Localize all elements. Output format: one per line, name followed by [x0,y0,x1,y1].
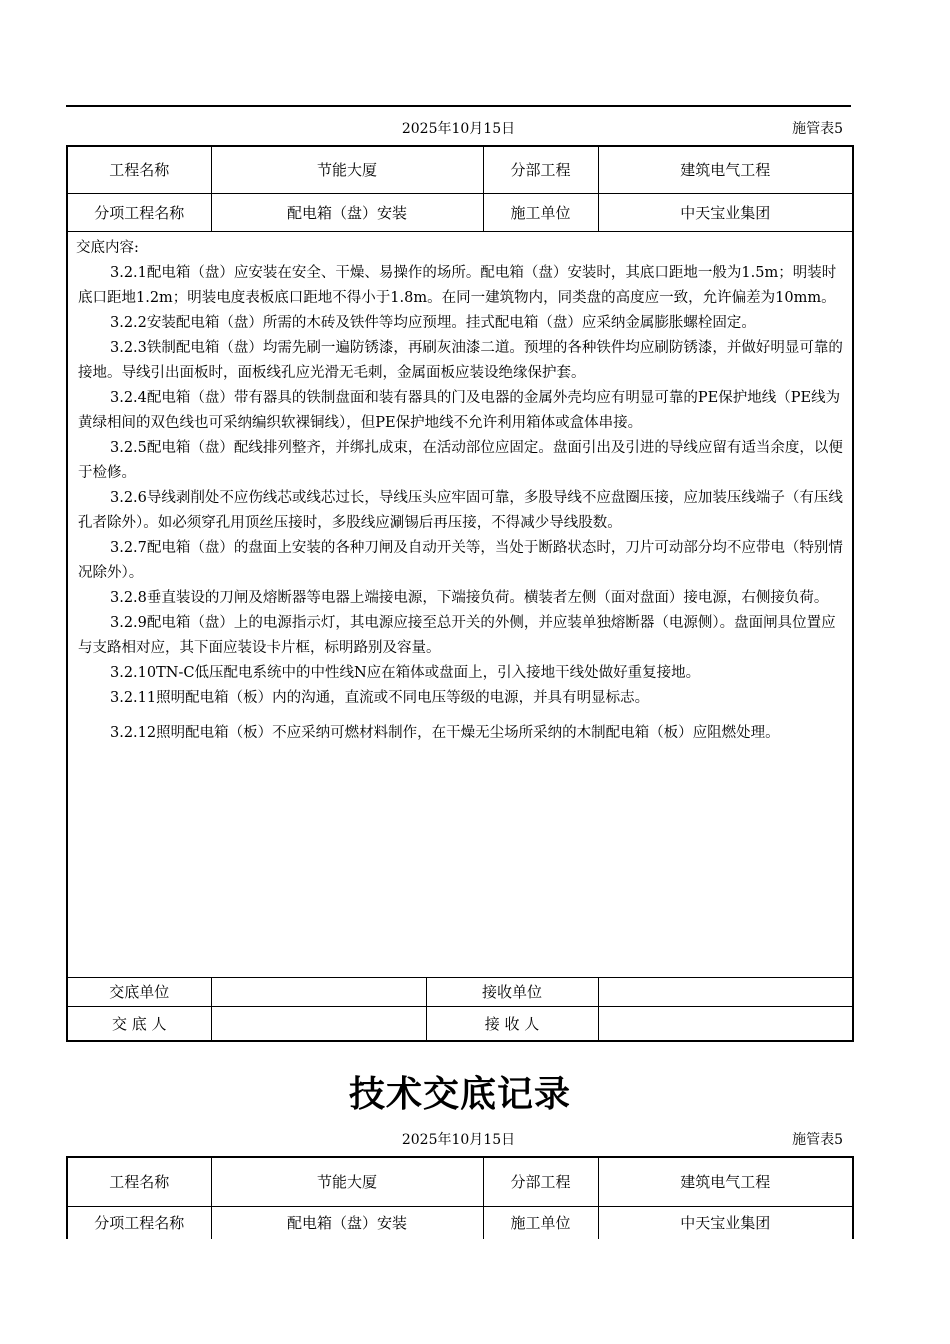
content-label: 交底内容: [76,239,139,256]
clause-3-2-8: 3.2.8垂直装设的刀闸及熔断器等电器上端接电源，下端接负荷。横装者左侧（面对盘面）接电源，右侧接负荷。 [110,589,829,606]
handover-person-field[interactable] [211,1006,426,1041]
contractor-label: 施工单位 [483,1206,598,1239]
subitem-value: 配电箱（盘）安装 [211,193,483,231]
subitem-label: 分项工程名称 [67,1206,211,1239]
sheet2-table [66,1156,854,1239]
project-name-label: 工程名称 [67,146,211,193]
project-name-value: 节能大厦 [211,146,483,193]
clause-3-2-7: 3.2.7配电箱（盘）的盘面上安装的各种刀闸及自动开关等，当处于断路状态时，刀片可动部分均不应带电（特别情况除外）。 [78,539,843,581]
project-name-value: 节能大厦 [211,1157,483,1206]
clause-3-2-11: 3.2.11照明配电箱（板）内的沟通，直流或不同电压等级的电源，并具有明显标志。 [110,689,650,706]
sheet1-header [66,116,851,138]
sheet1-date: 2025年10月15日 [401,121,516,137]
page-title: 技术交底记录 [348,1074,571,1115]
project-name-label: 工程名称 [67,1157,211,1206]
handover-unit-label: 交底单位 [67,977,211,1006]
sheet2-header [66,1127,851,1149]
clause-3-2-9: 3.2.9配电箱（盘）上的电源指示灯，其电源应接至总开关的外侧，并应装单独熔断器（电源侧）。盘面闸具位置应与支路相对应，其下面应装设卡片框，标明路别及容量。 [78,614,836,656]
contractor-value: 中天宝业集团 [598,1206,853,1239]
receiver-unit-label: 接收单位 [426,977,598,1006]
clause-3-2-6: 3.2.6导线剥削处不应伤线芯或线芯过长，导线压头应牢固可靠，多股导线不应盘圈压接，应加装压线端子（有压线孔者除外）。如必须穿孔用顶丝压接时，多股线应涮锡后再压接，不得减少导线股数。 [78,489,843,531]
clause-3-2-4: 3.2.4配电箱（盘）带有器具的铁制盘面和装有器具的门及电器的金属外壳均应有明显可靠的PE保护地线（PE线为黄绿相间的双色线也可采纳编织软裸铜线），但PE保护地线不允许利用箱体或盒体串接。 [78,389,841,431]
handover-person-label: 交 底 人 [67,1006,211,1041]
handover-content [67,231,853,977]
division-label: 分部工程 [483,1157,598,1206]
clause-3-2-12: 3.2.12照明配电箱（板）不应采纳可燃材料制作，在干燥无尘场所采纳的木制配电箱（板）应阻燃处理。 [110,724,780,741]
clause-3-2-3: 3.2.3铁制配电箱（盘）均需先刷一遍防锈漆，再刷灰油漆二道。预埋的各种铁件均应刷防锈漆，并做好明显可靠的接地。导线引出面板时，面板线孔应光滑无毛刺，金属面板应装设绝缘保护套。 [78,339,843,381]
clause-3-2-5: 3.2.5配电箱（盘）配线排列整齐，并绑扎成束，在活动部位应固定。盘面引出及引进的导线应留有适当余度，以便于检修。 [78,439,843,481]
subitem-label: 分项工程名称 [67,193,211,231]
division-label: 分部工程 [483,146,598,193]
sheet1-form-code: 施管表5 [792,121,843,137]
receiver-person-field[interactable] [598,1006,853,1041]
contractor-label: 施工单位 [483,193,598,231]
clause-3-2-2: 3.2.2安装配电箱（盘）所需的木砖及铁件等均应预埋。挂式配电箱（盘）应采纳金属膨胀螺栓固定。 [110,314,756,331]
sheet2-form-code: 施管表5 [792,1132,843,1148]
division-value: 建筑电气工程 [598,146,853,193]
handover-unit-field[interactable] [211,977,426,1006]
receiver-unit-field[interactable] [598,977,853,1006]
subitem-value: 配电箱（盘）安装 [211,1206,483,1239]
top-rule [66,105,851,107]
contractor-value: 中天宝业集团 [598,193,853,231]
clause-3-2-10: 3.2.10TN-C低压配电系统中的中性线N应在箱体或盘面上，引入接地干线处做好重复接地。 [110,664,701,681]
sheet1-table [66,145,854,1042]
sheet2-date: 2025年10月15日 [401,1132,516,1148]
division-value: 建筑电气工程 [598,1157,853,1206]
clause-3-2-1: 3.2.1配电箱（盘）应安装在安全、干燥、易操作的场所。配电箱（盘）安装时，其底口距地一般为1.5m；明装时底口距地1.2m；明装电度表板底口距地不得小于1.8m。在同一建筑物内，同类盘的高度应一致，允许偏差为10mm。 [78,264,837,306]
receiver-person-label: 接 收 人 [426,1006,598,1041]
